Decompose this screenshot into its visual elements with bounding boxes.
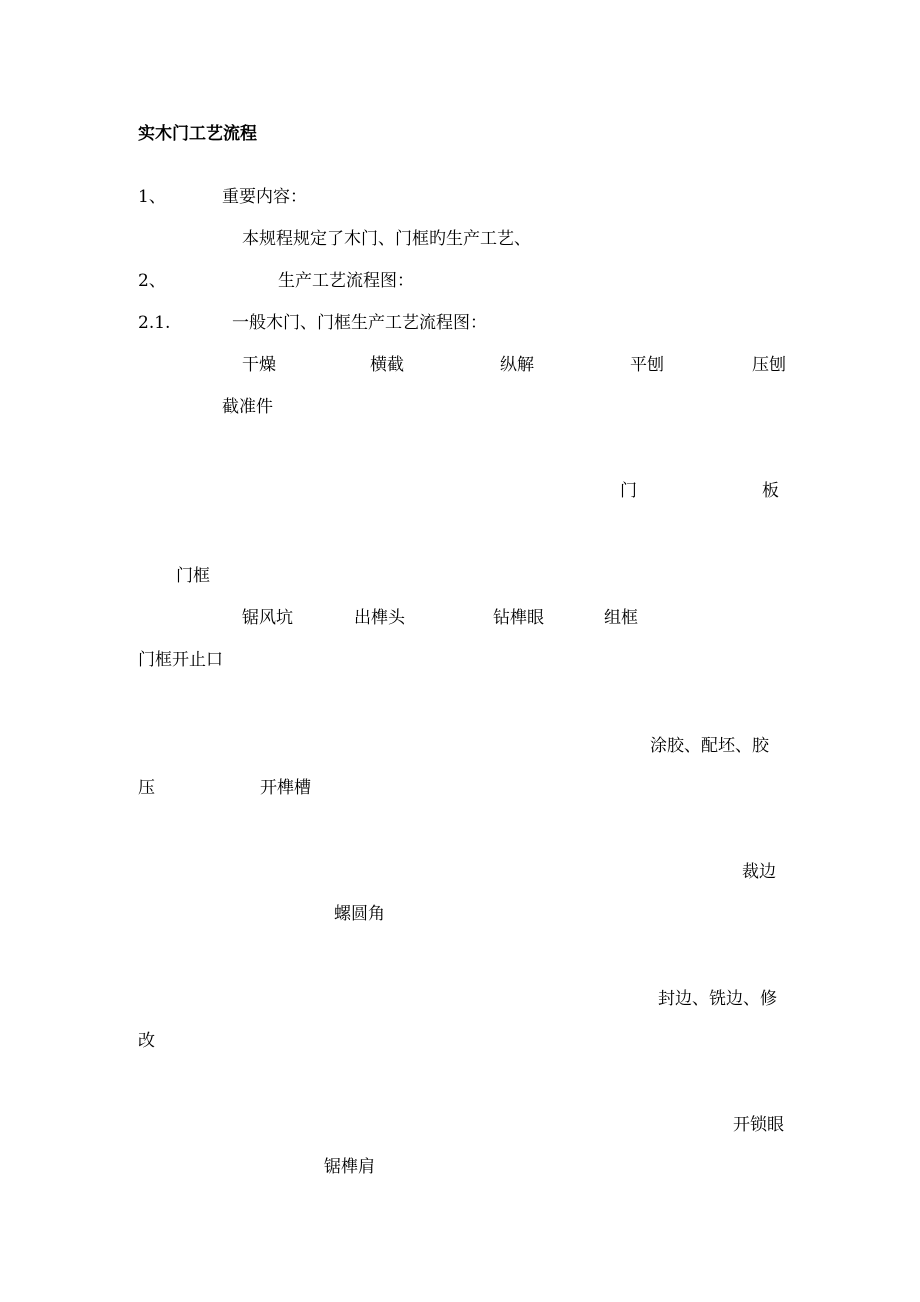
flow-step-zongjie: 纵解 bbox=[500, 355, 534, 375]
flow-step-fengbian: 封边、铣边、修 bbox=[658, 989, 777, 1009]
flow-step-menkuang: 门框 bbox=[176, 566, 210, 586]
page-title: 实木门工艺流程 bbox=[138, 124, 257, 144]
section-2-number: 2、 bbox=[138, 271, 166, 291]
flow-step-zukuang: 组框 bbox=[604, 608, 638, 628]
flow-step-ban: 板 bbox=[762, 481, 779, 501]
section-2-heading: 生产工艺流程图： bbox=[278, 271, 414, 291]
flow-step-gai: 改 bbox=[138, 1031, 155, 1051]
section-2-1-number: 2.1. bbox=[138, 313, 171, 333]
flow-step-jiezhunjian: 截准件 bbox=[222, 397, 273, 417]
flow-step-caibian: 裁边 bbox=[742, 862, 776, 882]
flow-step-ya: 压 bbox=[138, 778, 155, 798]
flow-step-tujiao: 涂胶、配坯、胶 bbox=[650, 736, 769, 756]
section-1-number: 1、 bbox=[138, 187, 166, 207]
flow-step-ganzao: 干燥 bbox=[242, 355, 276, 375]
flow-step-jusunjian: 锯榫肩 bbox=[324, 1157, 375, 1177]
section-1-body: 本规程规定了木门、门框旳生产工艺、 bbox=[242, 229, 531, 249]
flow-step-kaisuncao: 开榫槽 bbox=[260, 778, 311, 798]
section-1-heading: 重要内容： bbox=[222, 187, 307, 207]
section-2-1-heading: 一般木门、门框生产工艺流程图： bbox=[232, 313, 487, 333]
flow-step-yabao: 压刨 bbox=[752, 355, 786, 375]
flow-step-zuansunyan: 钻榫眼 bbox=[493, 608, 544, 628]
flow-step-hengjie: 横截 bbox=[370, 355, 404, 375]
flow-step-pingbao: 平刨 bbox=[630, 355, 664, 375]
flow-step-jufengkeng: 锯风坑 bbox=[242, 608, 293, 628]
flow-step-men: 门 bbox=[620, 481, 637, 501]
flow-step-kaisuoyan: 开锁眼 bbox=[733, 1115, 784, 1135]
flow-step-chusuntou: 出榫头 bbox=[354, 608, 405, 628]
flow-step-luoyuanjiao: 螺圆角 bbox=[334, 904, 385, 924]
flow-step-menkuangkaizhikou: 门框开止口 bbox=[138, 650, 223, 670]
